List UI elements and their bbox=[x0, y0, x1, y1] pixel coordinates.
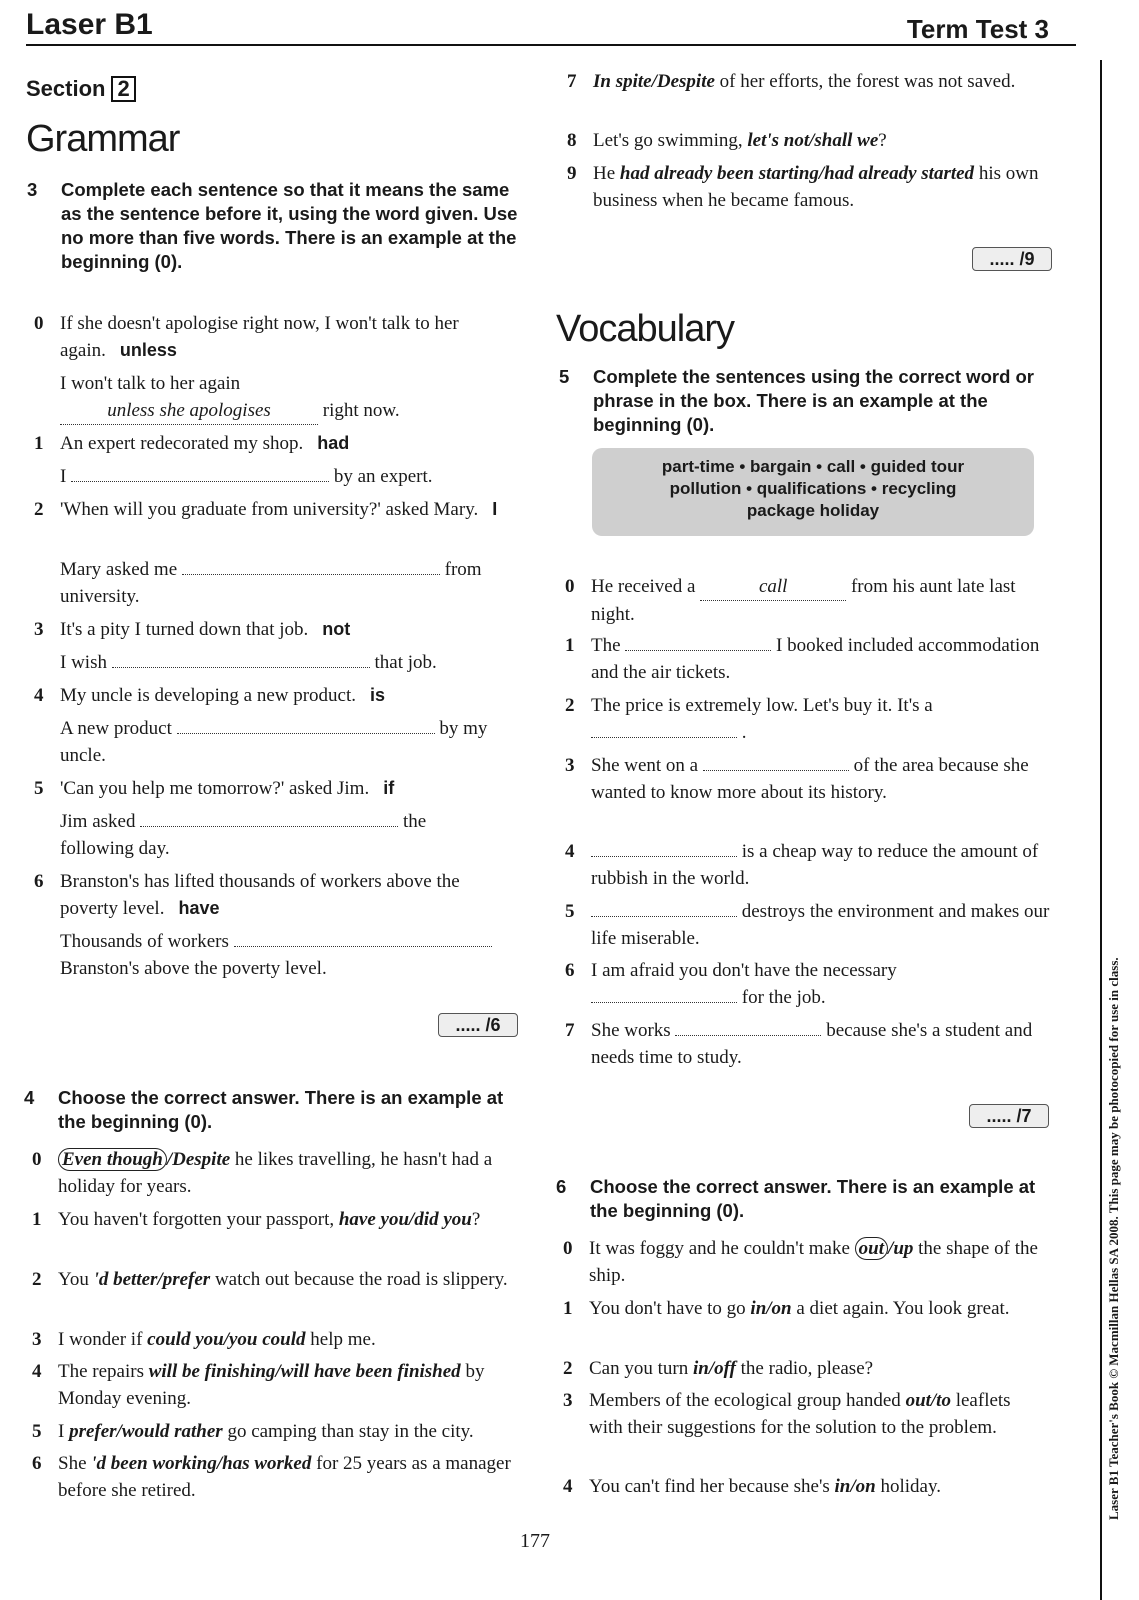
grammar-heading: Grammar bbox=[26, 118, 180, 160]
options[interactable]: will be finishing/will have been finished bbox=[148, 1361, 461, 1382]
item-before: She works bbox=[591, 1020, 671, 1041]
item-number: 6 bbox=[34, 871, 44, 892]
ex5-item-4 bbox=[565, 838, 1051, 892]
answer-blank[interactable] bbox=[591, 900, 737, 917]
page-number: 177 bbox=[520, 1530, 550, 1552]
answer-blank[interactable] bbox=[591, 986, 737, 1003]
answer-blank[interactable] bbox=[71, 465, 329, 482]
item-pre: You can't find her because she's bbox=[589, 1476, 835, 1497]
word-box-line: package holiday bbox=[746, 501, 880, 520]
ex3-item-3 bbox=[34, 616, 530, 643]
ex6-item-0: 0 It was foggy and he couldn't make out /up the shape of the ship. bbox=[589, 1235, 1049, 1289]
item-before: Thousands of workers bbox=[60, 931, 229, 952]
item-sentence: Branston's has lifted thousands of workers above the poverty level. bbox=[60, 871, 460, 919]
item-number: 3 bbox=[565, 755, 575, 776]
item-after: I booked included accommodation and the air tickets. bbox=[591, 635, 1040, 683]
item-sentence: It's a pity I turned down that job. bbox=[60, 619, 309, 640]
ex3-instruction bbox=[27, 178, 531, 274]
item-number: 9 bbox=[567, 163, 577, 184]
ex4-item-5 bbox=[32, 1418, 528, 1445]
item-rest: watch out because the road is slippery. bbox=[210, 1269, 508, 1290]
item-pre: Can you turn bbox=[589, 1358, 693, 1379]
item-before: She went on a bbox=[591, 755, 699, 776]
ex4-instruction-text: Choose the correct answer. There is an example at the beginning (0). bbox=[58, 1087, 504, 1132]
ex5-instruction bbox=[559, 365, 1053, 437]
item-number: 1 bbox=[563, 1298, 573, 1319]
item-pre: I wonder if bbox=[58, 1329, 148, 1350]
item-number: 1 bbox=[34, 433, 44, 454]
item-after: from his aunt late last night. bbox=[591, 576, 1016, 625]
item-rest: a diet again. You look great. bbox=[791, 1298, 1010, 1319]
ex6-item-3 bbox=[563, 1387, 1049, 1441]
item-before: The price is extremely low. Let's buy it. It's a bbox=[591, 695, 933, 716]
answer-blank[interactable] bbox=[234, 930, 492, 947]
item-number: 6 bbox=[32, 1453, 42, 1474]
item-number: 0 bbox=[563, 1238, 573, 1259]
item-number: 4 bbox=[563, 1476, 573, 1497]
word-box-line: part-time • bargain • call • guided tour bbox=[661, 457, 965, 476]
item-after: that job. bbox=[374, 652, 437, 673]
item-after: of the area because she wanted to know more about its history. bbox=[591, 755, 1029, 803]
item-number: 8 bbox=[567, 130, 577, 151]
answer-blank[interactable] bbox=[182, 558, 440, 575]
item-rest: the shape of the ship. bbox=[589, 1238, 1038, 1286]
ex3-item-4 bbox=[34, 682, 530, 709]
item-pre: It was foggy and he couldn't make bbox=[589, 1238, 855, 1259]
ex3-item-2-answer bbox=[60, 556, 520, 610]
item-keyword: is bbox=[370, 685, 386, 705]
item-number: 2 bbox=[563, 1358, 573, 1379]
options[interactable]: in/on bbox=[834, 1476, 876, 1497]
item-rest: ? bbox=[471, 1209, 481, 1230]
item-before: I wish bbox=[60, 652, 107, 673]
ex4-item-2 bbox=[32, 1266, 528, 1293]
option[interactable]: Despite bbox=[172, 1149, 231, 1170]
options[interactable]: out/to bbox=[905, 1390, 951, 1411]
ex3-item-0-answer bbox=[60, 370, 530, 425]
item-before: I am afraid you don't have the necessary bbox=[591, 960, 897, 981]
ex5-item-3 bbox=[565, 752, 1051, 806]
options[interactable]: have you/did you bbox=[338, 1209, 472, 1230]
options[interactable]: prefer/would rather bbox=[69, 1421, 223, 1442]
item-number: 7 bbox=[565, 1020, 575, 1041]
answer-blank[interactable] bbox=[591, 840, 737, 857]
item-number: 7 bbox=[567, 71, 577, 92]
item-before: He received a bbox=[591, 576, 696, 597]
circled-option[interactable]: Even though bbox=[58, 1148, 167, 1171]
item-number: 3 bbox=[32, 1329, 42, 1350]
options[interactable]: in/off bbox=[692, 1358, 736, 1379]
ex4-item-6 bbox=[32, 1450, 528, 1504]
item-number: 2 bbox=[34, 499, 44, 520]
options[interactable]: had already been starting/had already started bbox=[619, 163, 975, 184]
item-after: by my uncle. bbox=[60, 718, 488, 766]
item-pre: He bbox=[593, 163, 620, 184]
item-before: I bbox=[60, 466, 67, 487]
item-after: Branston's above the poverty level. bbox=[60, 958, 327, 979]
item-rest: leaflets with their suggestions for the solution to the problem. bbox=[589, 1390, 1011, 1438]
ex5-item-6 bbox=[565, 957, 1051, 1011]
item-after: right now. bbox=[322, 400, 400, 421]
ex4-item-3 bbox=[32, 1326, 528, 1353]
item-line: I won't talk to her again bbox=[60, 373, 241, 394]
options[interactable]: let's not/shall we bbox=[747, 130, 879, 151]
ex6-item-4 bbox=[563, 1473, 1049, 1500]
ex6-instruction bbox=[556, 1175, 1050, 1223]
item-sentence: 'Can you help me tomorrow?' asked Jim. bbox=[60, 778, 370, 799]
item-pre: Members of the ecological group handed bbox=[589, 1390, 906, 1411]
item-after: by an expert. bbox=[333, 466, 433, 487]
item-number: 0 bbox=[565, 576, 575, 597]
item-after: from university. bbox=[60, 559, 482, 607]
answer-blank[interactable] bbox=[591, 721, 737, 738]
item-pre: You don't have to go bbox=[589, 1298, 751, 1319]
ex3-item-6-answer bbox=[60, 928, 530, 982]
item-before: The bbox=[591, 635, 621, 656]
ex5-number: 5 bbox=[559, 366, 570, 387]
options[interactable]: 'd better/prefer bbox=[93, 1269, 211, 1290]
item-number: 0 bbox=[34, 313, 44, 334]
ex5-item-5 bbox=[565, 898, 1051, 952]
item-pre: I bbox=[58, 1421, 70, 1442]
ex3-instruction-text: Complete each sentence so that it means the same as the sentence before it, using the word given. Use no more than five words. There is an example at the beginning (0). bbox=[61, 179, 518, 272]
answer-blank[interactable] bbox=[675, 1019, 821, 1036]
item-number: 3 bbox=[563, 1390, 573, 1411]
item-number: 5 bbox=[32, 1421, 42, 1442]
item-rest: of her efforts, the forest was not saved. bbox=[714, 71, 1016, 92]
ex5-item-0 bbox=[565, 573, 1051, 628]
item-number: 1 bbox=[565, 635, 575, 656]
ex6-item-2 bbox=[563, 1355, 1049, 1382]
item-number: 5 bbox=[34, 778, 44, 799]
test-title: Term Test 3 bbox=[906, 14, 1049, 44]
item-number: 2 bbox=[565, 695, 575, 716]
ex3-number: 3 bbox=[27, 179, 38, 200]
item-pre: She bbox=[58, 1453, 92, 1474]
item-after: for the job. bbox=[741, 987, 826, 1008]
ex4-item-4 bbox=[32, 1358, 528, 1412]
item-number: 2 bbox=[32, 1269, 42, 1290]
item-answer: unless she apologises bbox=[60, 397, 318, 425]
section-label bbox=[26, 76, 136, 102]
item-rest: for 25 years as a manager before she retired. bbox=[58, 1453, 511, 1501]
ex3-item-5 bbox=[34, 775, 530, 802]
ex6-number: 6 bbox=[556, 1176, 567, 1197]
item-after: . bbox=[741, 722, 747, 743]
answer-blank[interactable] bbox=[112, 651, 370, 668]
ex3-item-1 bbox=[34, 430, 530, 457]
item-rest: ? bbox=[878, 130, 887, 151]
ex3-item-3-answer bbox=[60, 649, 530, 676]
item-before: Jim asked bbox=[60, 811, 136, 832]
item-pre: You haven't forgotten your passport, bbox=[58, 1209, 339, 1230]
answer-blank[interactable] bbox=[177, 717, 435, 734]
item-rest: go camping than stay in the city. bbox=[222, 1421, 474, 1442]
item-keyword: not bbox=[322, 619, 351, 639]
ex5-instruction-text: Complete the sentences using the correct word or phrase in the box. There is an example at the beginning (0). bbox=[593, 366, 1035, 435]
ex4-item-7 bbox=[567, 68, 1053, 95]
item-before: A new product bbox=[60, 718, 172, 739]
options[interactable]: in/on bbox=[750, 1298, 792, 1319]
option[interactable]: up bbox=[893, 1238, 914, 1259]
ex3-item-2 bbox=[34, 496, 530, 523]
ex3-item-0 bbox=[34, 310, 530, 364]
item-number: 5 bbox=[565, 901, 575, 922]
answer-blank[interactable] bbox=[703, 754, 849, 771]
book-title: Laser B1 bbox=[26, 8, 153, 41]
item-number: 3 bbox=[34, 619, 44, 640]
item-pre: The repairs bbox=[58, 1361, 149, 1382]
side-rule bbox=[1100, 60, 1102, 1600]
ex4-item-1 bbox=[32, 1206, 528, 1233]
item-before: Mary asked me bbox=[60, 559, 178, 580]
item-rest: the radio, please? bbox=[735, 1358, 874, 1379]
word-box bbox=[592, 448, 1034, 536]
item-after: the following day. bbox=[60, 811, 427, 859]
ex4-item-8 bbox=[567, 127, 1053, 154]
item-answer: call bbox=[700, 573, 846, 601]
item-sentence: If she doesn't apologise right now, I won't talk to her again. bbox=[60, 313, 459, 361]
ex6-item-1 bbox=[563, 1295, 1049, 1322]
item-after: because she's a student and needs time to study. bbox=[591, 1020, 1033, 1068]
ex4-item-0: 0 Even though /Despite he likes travelling, he hasn't had a holiday for years. bbox=[58, 1146, 528, 1200]
ex5-item-1 bbox=[565, 632, 1051, 686]
item-rest: he likes travelling, he hasn't had a holiday for years. bbox=[58, 1149, 493, 1197]
header-rule bbox=[26, 44, 1076, 46]
circled-option[interactable]: out bbox=[855, 1237, 888, 1260]
answer-blank[interactable] bbox=[625, 634, 771, 651]
vocabulary-heading: Vocabulary bbox=[556, 308, 735, 350]
ex4-number: 4 bbox=[24, 1087, 35, 1108]
ex4-score: ..... /9 bbox=[972, 247, 1052, 271]
item-sentence: 'When will you graduate from university?' asked Mary. bbox=[60, 499, 479, 520]
ex4-item-9 bbox=[567, 160, 1053, 214]
item-pre: Let's go swimming, bbox=[593, 130, 748, 151]
item-after: is a cheap way to reduce the amount of rubbish in the world. bbox=[591, 841, 1039, 889]
ex3-item-5-answer bbox=[60, 808, 460, 862]
item-keyword: had bbox=[317, 433, 350, 453]
section-number: 2 bbox=[111, 76, 135, 102]
ex6-instruction-text: Choose the correct answer. There is an example at the beginning (0). bbox=[590, 1176, 1036, 1221]
options[interactable]: In spite/Despite bbox=[593, 71, 715, 92]
ex3-score: ..... /6 bbox=[438, 1013, 518, 1037]
ex3-item-6 bbox=[34, 868, 520, 922]
item-rest: his own business when he became famous. bbox=[593, 163, 1039, 211]
ex3-item-1-answer bbox=[60, 463, 530, 490]
item-rest: holiday. bbox=[875, 1476, 941, 1497]
section-text: Section bbox=[26, 76, 106, 101]
item-number: 1 bbox=[32, 1209, 42, 1230]
word-box-line: pollution • qualifications • recycling bbox=[669, 479, 957, 498]
ex4-instruction bbox=[24, 1086, 528, 1134]
answer-blank[interactable] bbox=[140, 810, 398, 827]
ex3-item-4-answer bbox=[60, 715, 520, 769]
item-number: 6 bbox=[565, 960, 575, 981]
item-number: 4 bbox=[32, 1361, 42, 1382]
item-keyword: have bbox=[178, 898, 220, 918]
item-sentence: An expert redecorated my shop. bbox=[60, 433, 304, 454]
options[interactable]: could you/you could bbox=[147, 1329, 306, 1350]
item-after: destroys the environment and makes our life miserable. bbox=[591, 901, 1050, 949]
options[interactable]: 'd been working/has worked bbox=[91, 1453, 312, 1474]
copyright-note: Laser B1 Teacher's Book © Macmillan Hellas SA 2008. This page may be photocopied for use in class. bbox=[1106, 957, 1121, 1520]
item-number: 4 bbox=[34, 685, 44, 706]
item-pre: You bbox=[58, 1269, 94, 1290]
item-sentence: My uncle is developing a new product. bbox=[60, 685, 357, 706]
item-keyword: if bbox=[383, 778, 395, 798]
ex5-score: ..... /7 bbox=[969, 1104, 1049, 1128]
item-rest: by Monday evening. bbox=[58, 1361, 485, 1409]
ex5-item-7 bbox=[565, 1017, 1061, 1071]
item-number: 4 bbox=[565, 841, 575, 862]
item-keyword: unless bbox=[119, 340, 177, 360]
item-rest: help me. bbox=[305, 1329, 376, 1350]
item-keyword: I bbox=[492, 499, 498, 519]
ex5-item-2 bbox=[565, 692, 1051, 746]
item-number: 0 bbox=[32, 1149, 42, 1170]
